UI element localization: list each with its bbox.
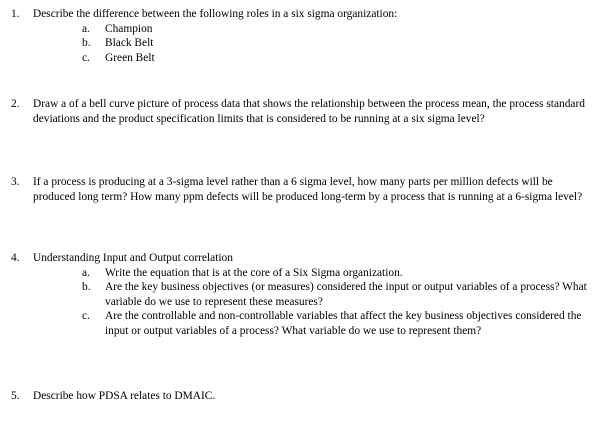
question-5 [11, 389, 591, 404]
question-number: 5. [11, 390, 20, 402]
question-text: Describe the difference between the following roles in a six sigma organization: [33, 8, 398, 20]
sub-item-text: Write the equation that is at the core of a Six Sigma organization. [105, 266, 403, 279]
question-1 [11, 7, 591, 65]
question-text: If a process is producing at a 3-sigma level rather than a 6 sigma level, how many parts per million defects will be produced long term? How many ppm defects will be produced long-term by a process that is running at a 6-sigma level? [33, 176, 583, 203]
sub-item-letter: c. [82, 310, 90, 322]
sub-item-text: Are the controllable and non-controllable variables that affect the key business objectives considered the input or output variables of a process? What variable do we use to represent them? [105, 310, 582, 337]
sub-item-letter: a. [82, 22, 90, 35]
question-3 [11, 175, 591, 204]
question-number: 4. [11, 252, 20, 264]
sub-item [33, 266, 591, 281]
sub-item [33, 22, 591, 37]
sub-item-text: Are the key business objectives (or measures) considered the input or output variables of a process? What variable do we use to represent these measures? [105, 281, 587, 308]
sub-item-letter: a. [82, 266, 90, 279]
sub-item-text: Champion [105, 22, 153, 35]
question-number: 2. [11, 98, 20, 110]
sub-item-text: Black Belt [105, 37, 154, 49]
question-4 [11, 251, 591, 338]
sub-item-letter: b. [82, 37, 91, 49]
question-number: 1. [11, 8, 20, 20]
question-number: 3. [11, 176, 20, 188]
question-2 [11, 97, 591, 126]
sub-item-letter: c. [82, 51, 90, 64]
sub-item-letter: b. [82, 281, 91, 293]
sub-item [33, 51, 591, 66]
question-text: Understanding Input and Output correlation [33, 252, 233, 264]
sub-item [33, 36, 591, 51]
sub-item [33, 280, 591, 309]
sub-item [33, 309, 591, 338]
sub-item-text: Green Belt [105, 51, 155, 64]
question-text: Describe how PDSA relates to DMAIC. [33, 390, 216, 402]
question-text: Draw a of a bell curve picture of process data that shows the relationship between the process mean, the process standard deviations and the product specification limits that is considered to be running at a six sigma level? [33, 98, 585, 125]
